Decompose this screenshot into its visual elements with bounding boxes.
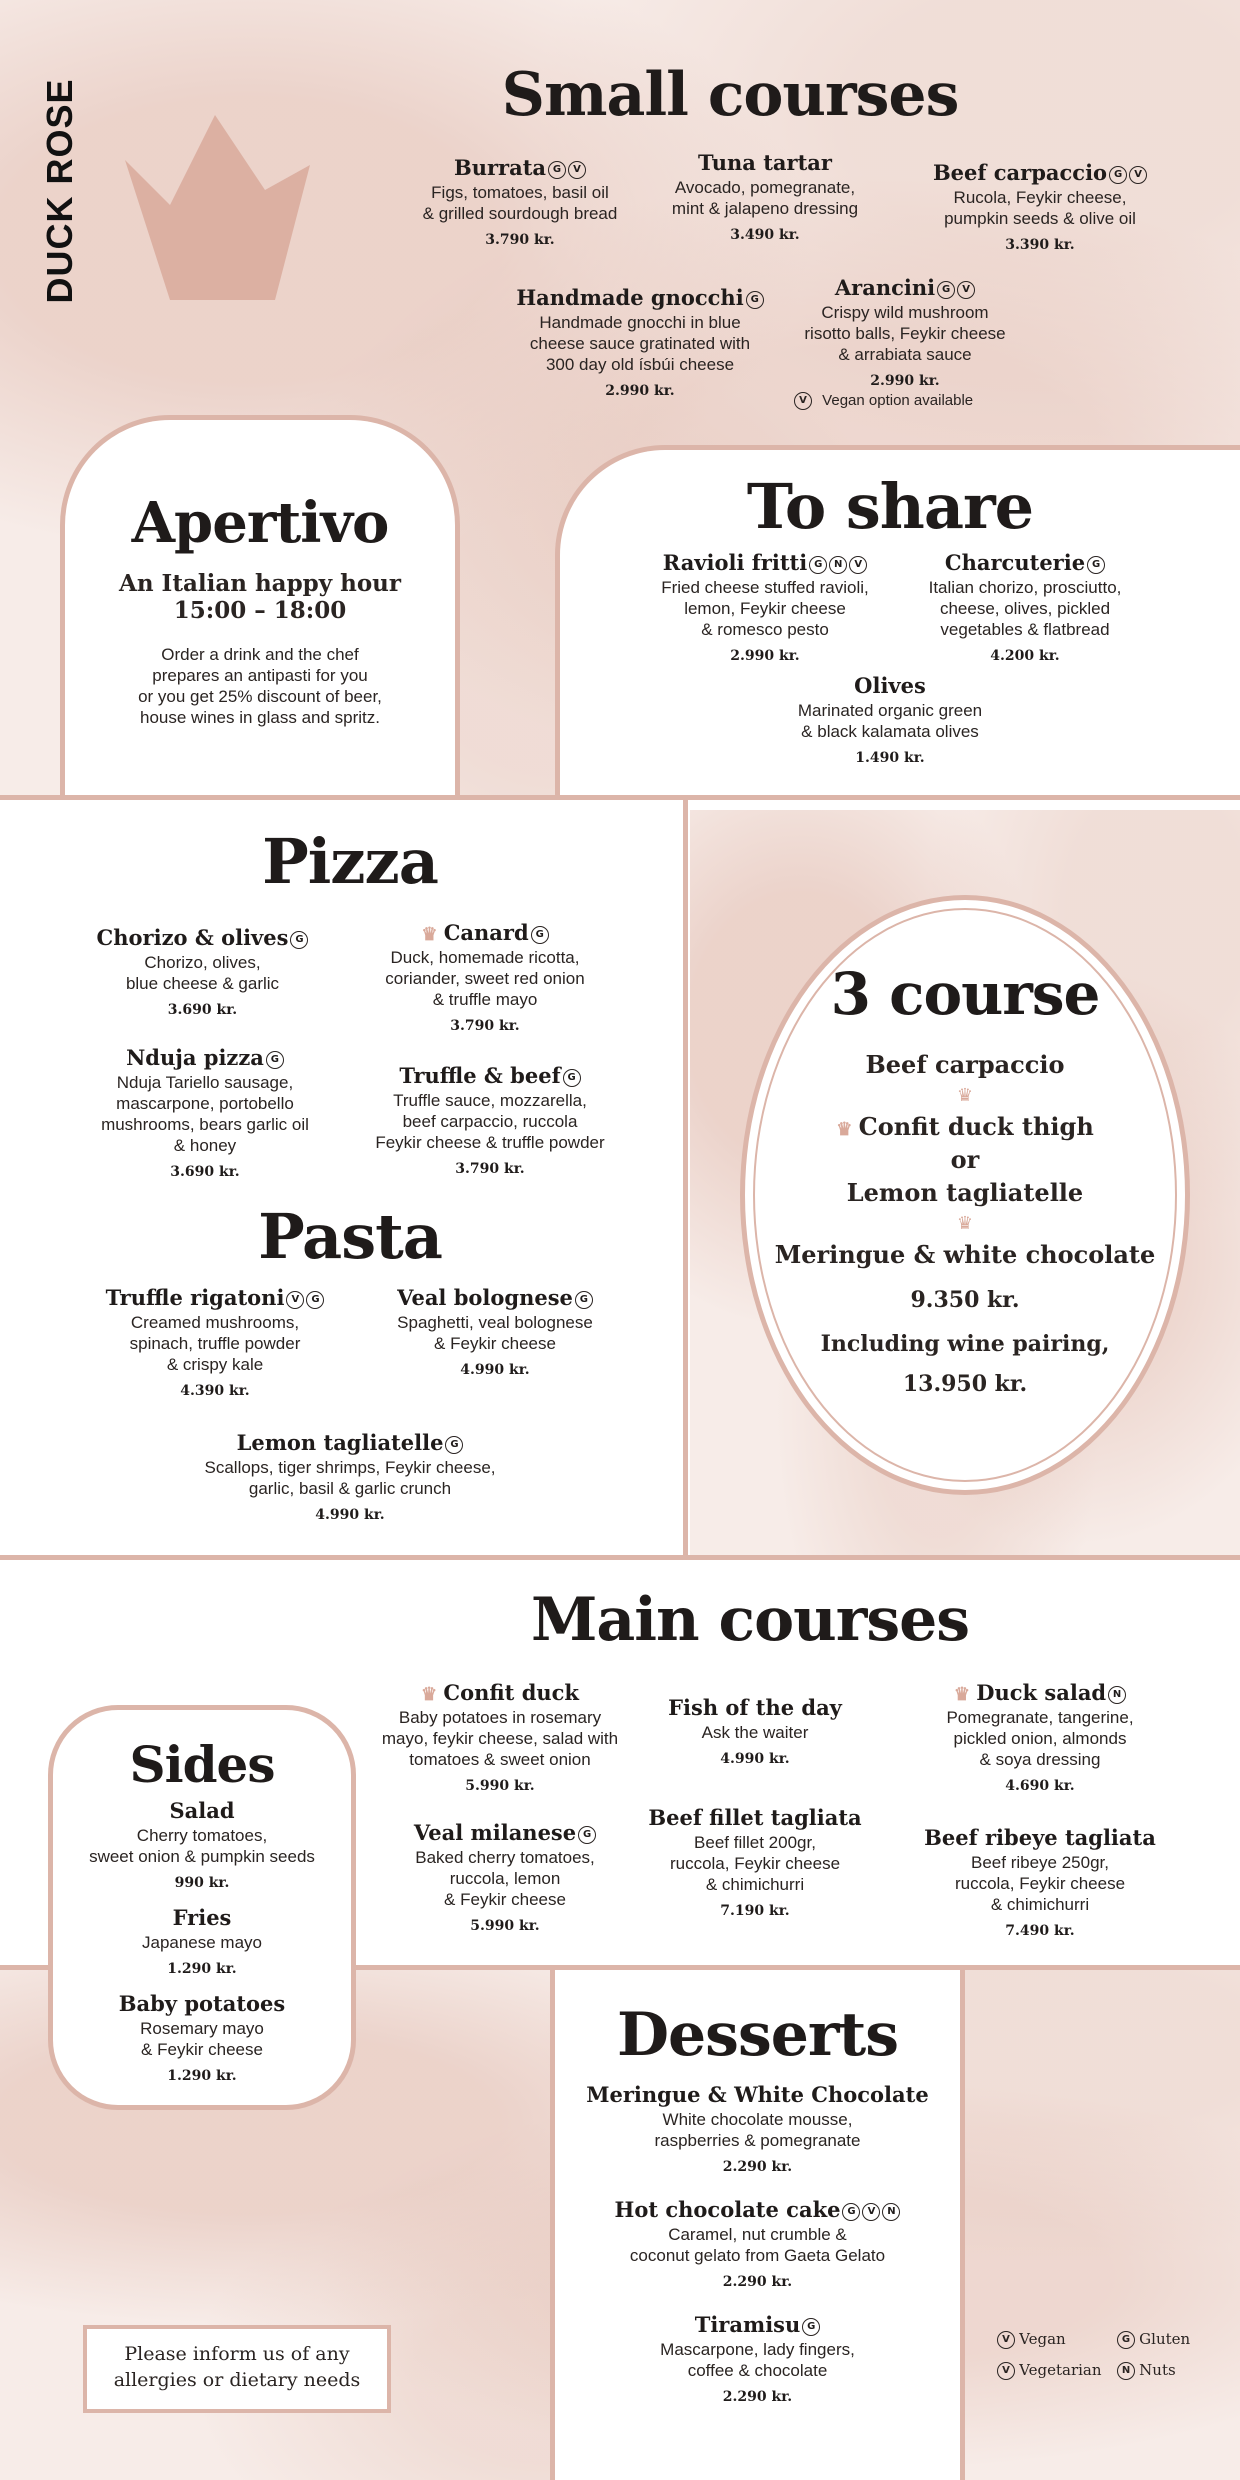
wine-pairing-label: Including wine pairing, bbox=[820, 1331, 1110, 1357]
menu-item bbox=[85, 925, 320, 1018]
item-price: 3.490 kr. bbox=[730, 227, 800, 243]
item-description: Pomegranate, tangerine, pickled onion, almonds & soya dressing bbox=[946, 1708, 1134, 1769]
gluten-icon: G bbox=[809, 556, 827, 574]
course-line: Lemon tagliatelle bbox=[846, 1178, 1084, 1207]
dietary-legend bbox=[995, 2330, 1215, 2380]
item-price: 1.490 kr. bbox=[855, 750, 925, 766]
menu-item bbox=[175, 1430, 525, 1523]
gluten-icon: G bbox=[1087, 556, 1105, 574]
item-name: Beef ribeye tagliata bbox=[924, 1825, 1156, 1850]
menu-item bbox=[895, 550, 1155, 664]
item-description: Handmade gnocchi in blue cheese sauce gratinated with 300 day old ísbúi cheese bbox=[529, 313, 751, 374]
item-price: 4.390 kr. bbox=[180, 1383, 250, 1399]
item-name: Tiramisu G bbox=[555, 2312, 960, 2337]
item-description: Scallops, tiger shrimps, Feykir cheese, garlic, basil & garlic crunch bbox=[204, 1458, 496, 1498]
item-description: Caramel, nut crumble & coconut gelato from Gaeta Gelato bbox=[629, 2225, 886, 2265]
item-description: Creamed mushrooms, spinach, truffle powder & crispy kale bbox=[129, 1313, 301, 1374]
menu-item bbox=[900, 1825, 1180, 1939]
gluten-icon: G bbox=[548, 161, 566, 179]
menu-item bbox=[355, 1680, 645, 1794]
apertivo-title: Apertivo bbox=[131, 490, 389, 556]
vegan-icon: V bbox=[862, 2203, 880, 2221]
item-name: Burrata G V bbox=[370, 155, 670, 180]
nuts-icon: N bbox=[1108, 1686, 1126, 1704]
item-name: Tuna tartar bbox=[698, 150, 832, 175]
item-price: 4.990 kr. bbox=[720, 1751, 790, 1767]
item-name: Ravioli fritti G N V bbox=[630, 550, 900, 575]
gluten-icon: G bbox=[578, 1826, 596, 1844]
apertivo-subtitle: An Italian happy hour bbox=[118, 570, 402, 597]
item-price: 5.990 kr. bbox=[470, 1918, 540, 1934]
dessert-item bbox=[555, 2312, 960, 2405]
item-price: 4.990 kr. bbox=[315, 1507, 385, 1523]
item-description: Truffle sauce, mozzarella, beef carpaccio, ruccola Feykir cheese & truffle powder bbox=[375, 1091, 605, 1152]
item-description: White chocolate mousse, raspberries & pomegranate bbox=[654, 2110, 861, 2150]
item-description: Avocado, pomegranate, mint & jalapeno dressing bbox=[671, 178, 859, 218]
to-share-title: To share bbox=[746, 470, 1034, 543]
course-line: Meringue & white chocolate bbox=[774, 1240, 1156, 1269]
menu-item bbox=[370, 155, 670, 248]
item-price: 3.690 kr. bbox=[167, 1002, 238, 1018]
vegan-icon: V bbox=[794, 392, 812, 410]
item-description: Nduja Tariello sausage, mascarpone, portobello mushrooms, bears garlic oil & honey bbox=[101, 1073, 309, 1155]
nuts-icon: N bbox=[829, 556, 847, 574]
item-price: 3.390 kr. bbox=[1005, 237, 1075, 253]
item-name: Veal bolognese G bbox=[360, 1285, 630, 1310]
item-description: Chorizo, olives, blue cheese & garlic bbox=[125, 953, 280, 993]
item-price: 2.990 kr. bbox=[605, 383, 675, 399]
menu-item bbox=[640, 1805, 870, 1919]
course-line: or bbox=[950, 1145, 980, 1174]
legend-item: V Vegetarian bbox=[995, 2361, 1115, 2380]
pasta-title: Pasta bbox=[258, 1200, 442, 1273]
legend-item: V Vegan bbox=[995, 2330, 1115, 2349]
item-name: Truffle rigatoni V G bbox=[90, 1285, 340, 1310]
menu-item bbox=[760, 673, 1020, 766]
item-price: 2.290 kr. bbox=[722, 2159, 793, 2175]
item-name: Handmade gnocchi G bbox=[490, 285, 790, 310]
item-name: Beef carpaccio G V bbox=[900, 160, 1180, 185]
item-description: Rucola, Feykir cheese, pumpkin seeds & olive oil bbox=[944, 188, 1136, 228]
nuts-icon: N bbox=[882, 2203, 900, 2221]
item-description: Marinated organic green & black kalamata olives bbox=[797, 701, 983, 741]
menu-item bbox=[360, 1820, 650, 1934]
item-price: 2.990 kr. bbox=[730, 648, 800, 664]
item-price: 4.200 kr. bbox=[990, 648, 1060, 664]
item-description: Ask the waiter bbox=[701, 1723, 809, 1742]
item-description: Beef fillet 200gr, ruccola, Feykir cheese & chimichurri bbox=[669, 1833, 841, 1894]
course-line: ♛ Confit duck thigh bbox=[836, 1112, 1094, 1141]
item-price: 1.290 kr. bbox=[167, 2068, 237, 2084]
menu-item bbox=[345, 920, 625, 1034]
three-course-content bbox=[740, 960, 1190, 1397]
menu-item bbox=[655, 1695, 855, 1767]
gluten-icon: G bbox=[1109, 166, 1127, 184]
item-name: ♛ Confit duck bbox=[421, 1680, 579, 1705]
gluten-icon: G bbox=[1117, 2331, 1135, 2349]
item-price: 3.790 kr. bbox=[485, 232, 555, 248]
menu-item bbox=[345, 1063, 635, 1177]
item-price: 2.990 kr. bbox=[870, 373, 940, 389]
item-name: Veal milanese G bbox=[360, 1820, 650, 1845]
duck-rose-logo: DUCK ROSE bbox=[39, 78, 80, 304]
pizza-title: Pizza bbox=[262, 825, 438, 898]
menu-item bbox=[90, 1285, 340, 1399]
item-price: 2.290 kr. bbox=[722, 2274, 793, 2290]
three-course-price: 9.350 kr. bbox=[910, 1287, 1020, 1313]
item-description: Fried cheese stuffed ravioli, lemon, Feykir cheese & romesco pesto bbox=[661, 578, 869, 639]
item-name: Lemon tagliatelle G bbox=[175, 1430, 525, 1455]
divider bbox=[683, 800, 688, 1555]
gluten-icon: G bbox=[937, 281, 955, 299]
menu-item bbox=[900, 1680, 1180, 1794]
vegan-icon: V bbox=[849, 556, 867, 574]
item-name: Beef fillet tagliata bbox=[648, 1805, 862, 1830]
item-name: Arancini G V bbox=[770, 275, 1040, 300]
item-description: Spaghetti, veal bolognese & Feykir cheese bbox=[397, 1313, 593, 1353]
course-line: Beef carpaccio bbox=[865, 1050, 1065, 1079]
item-description: Italian chorizo, prosciutto, cheese, olives, pickled vegetables & flatbread bbox=[928, 578, 1122, 639]
item-price: 3.790 kr. bbox=[450, 1018, 520, 1034]
menu-item bbox=[630, 550, 900, 664]
vegan-icon: V bbox=[286, 1291, 304, 1309]
item-price: 4.990 kr. bbox=[460, 1362, 530, 1378]
item-price: 3.790 kr. bbox=[455, 1161, 525, 1177]
apertivo-panel bbox=[60, 415, 460, 810]
dessert-item bbox=[555, 2197, 960, 2290]
item-price: 7.190 kr. bbox=[720, 1903, 790, 1919]
desserts-title: Desserts bbox=[616, 2000, 899, 2070]
desserts-list bbox=[555, 2082, 960, 2405]
gluten-icon: G bbox=[266, 1051, 284, 1069]
apertivo-description: Order a drink and the chef prepares an antipasti for you or you get 25% discount of beer, house wines in glass and spritz. bbox=[138, 645, 382, 727]
crown-icon: ♛ bbox=[956, 1213, 974, 1233]
sides-panel bbox=[48, 1705, 356, 2110]
gluten-icon: G bbox=[306, 1291, 324, 1309]
side-item bbox=[53, 1905, 351, 1977]
gluten-icon: G bbox=[842, 2203, 860, 2221]
item-description: Mascarpone, lady fingers, coffee & chocolate bbox=[660, 2340, 855, 2380]
menu-item bbox=[900, 160, 1180, 253]
crown-icon: ♛ bbox=[836, 1119, 859, 1140]
apertivo-hours: 15:00 – 18:00 bbox=[173, 597, 347, 624]
item-description: Baked cherry tomatoes, ruccola, lemon & Feykir cheese bbox=[415, 1848, 595, 1909]
item-name: Baby potatoes bbox=[118, 1991, 286, 2016]
item-price: 2.290 kr. bbox=[722, 2389, 793, 2405]
item-name: Olives bbox=[854, 673, 926, 698]
allergy-note: Please inform us of any allergies or dietary needs bbox=[83, 2325, 391, 2413]
gluten-icon: G bbox=[746, 291, 764, 309]
vegan-icon: V bbox=[957, 281, 975, 299]
item-name: Fish of the day bbox=[668, 1695, 842, 1720]
vegan-icon: V bbox=[1129, 166, 1147, 184]
item-description: Beef ribeye 250gr, ruccola, Feykir cheese & chimichurri bbox=[954, 1853, 1126, 1914]
item-name: Meringue & White Chocolate bbox=[586, 2082, 929, 2107]
crown-icon: ♛ bbox=[421, 1684, 444, 1705]
crown-icon: ♛ bbox=[953, 1684, 977, 1705]
item-description: Rosemary mayo & Feykir cheese bbox=[140, 2019, 264, 2059]
main-courses-title: Main courses bbox=[530, 1585, 970, 1655]
nuts-icon: N bbox=[1117, 2362, 1135, 2380]
item-price: 990 kr. bbox=[174, 1875, 230, 1891]
item-price: 5.990 kr. bbox=[465, 1778, 535, 1794]
legend-item: N Nuts bbox=[1115, 2361, 1215, 2380]
crown-icon: ♛ bbox=[421, 924, 444, 945]
gluten-icon: G bbox=[563, 1069, 581, 1087]
item-description: Cherry tomatoes, sweet onion & pumpkin seeds bbox=[89, 1826, 315, 1866]
item-price: 3.690 kr. bbox=[170, 1164, 240, 1180]
legend-item: G Gluten bbox=[1115, 2330, 1215, 2349]
item-description: Crispy wild mushroom risotto balls, Feykir cheese & arrabiata sauce bbox=[804, 303, 1006, 364]
item-description: Duck, homemade ricotta, coriander, sweet red onion & truffle mayo bbox=[385, 948, 585, 1009]
item-name: Nduja pizza G bbox=[60, 1045, 350, 1070]
desserts-panel bbox=[550, 1970, 965, 2480]
dessert-item bbox=[555, 2082, 960, 2175]
sides-list bbox=[53, 1798, 351, 2084]
menu-item bbox=[630, 150, 900, 243]
item-price: 4.690 kr. bbox=[1005, 1778, 1075, 1794]
small-courses-title: Small courses bbox=[501, 60, 959, 130]
gluten-icon: G bbox=[531, 926, 549, 944]
menu-item bbox=[60, 1045, 350, 1180]
item-name: ♛ Canard G bbox=[345, 920, 625, 945]
item-price: 1.290 kr. bbox=[167, 1961, 237, 1977]
item-name: Chorizo & olives G bbox=[85, 925, 320, 950]
item-name: ♛ Duck salad N bbox=[900, 1680, 1180, 1705]
gluten-icon: G bbox=[802, 2318, 820, 2336]
gluten-icon: G bbox=[575, 1291, 593, 1309]
item-name: Fries bbox=[172, 1905, 232, 1930]
item-description: Figs, tomatoes, basil oil & grilled sourdough bread bbox=[422, 183, 618, 223]
item-description: Japanese mayo bbox=[141, 1933, 263, 1952]
item-name: Charcuterie G bbox=[895, 550, 1155, 575]
menu-item bbox=[360, 1285, 630, 1378]
item-name: Salad bbox=[169, 1798, 235, 1823]
item-description: Baby potatoes in rosemary mayo, feykir cheese, salad with tomatoes & sweet onion bbox=[381, 1708, 619, 1769]
gluten-icon: G bbox=[445, 1436, 463, 1454]
crown-icon: ♛ bbox=[956, 1085, 974, 1105]
vegan-option-note: V Vegan option available bbox=[792, 392, 973, 410]
menu-item bbox=[490, 285, 790, 399]
vegan-icon: V bbox=[997, 2331, 1015, 2349]
menu-item bbox=[770, 275, 1040, 389]
gluten-icon: G bbox=[290, 931, 308, 949]
side-item bbox=[53, 1991, 351, 2084]
divider bbox=[0, 1555, 1240, 1560]
vegan-icon: V bbox=[568, 161, 586, 179]
crown-icon bbox=[115, 110, 315, 310]
vegetarian-icon: V bbox=[997, 2362, 1015, 2380]
wine-pairing-price: 13.950 kr. bbox=[902, 1371, 1028, 1397]
item-name: Hot chocolate cake G V N bbox=[555, 2197, 960, 2222]
side-item bbox=[53, 1798, 351, 1891]
sides-title: Sides bbox=[129, 1735, 275, 1794]
item-price: 7.490 kr. bbox=[1005, 1923, 1075, 1939]
item-name: Truffle & beef G bbox=[345, 1063, 635, 1088]
three-course-title: 3 course bbox=[830, 960, 1100, 1028]
